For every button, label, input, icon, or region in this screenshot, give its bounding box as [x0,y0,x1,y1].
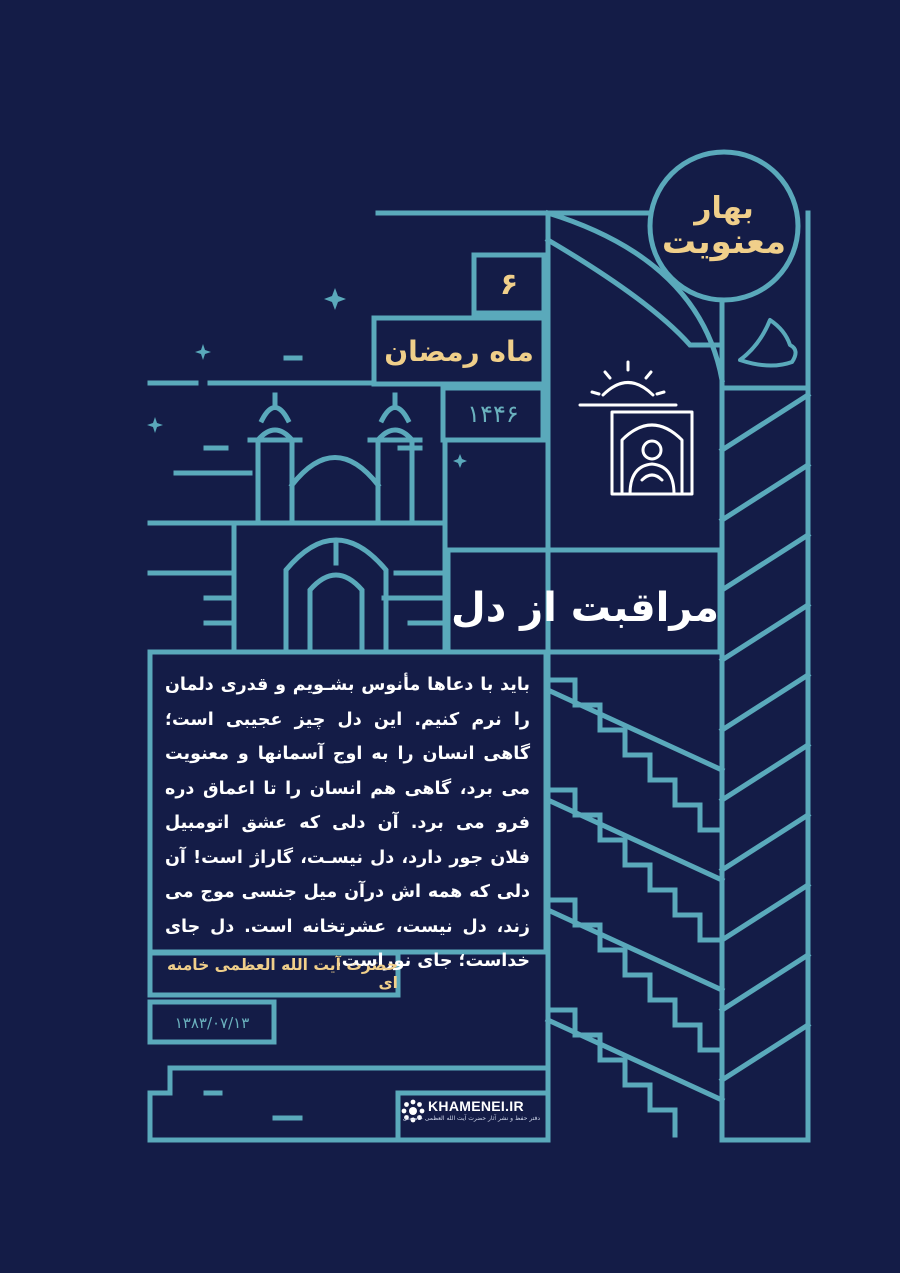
brand-name: KHAMENEI.IR [428,1098,524,1114]
quote-date: ۱۳۸۳/۰۷/۱۳ [174,1014,250,1032]
month-label: ماه رمضان [384,334,534,368]
prayer-person-icon [612,412,692,494]
brand-logo[interactable] [398,1096,544,1128]
year-label: ۱۴۴۶ [467,400,519,428]
quote-text: باید با دعاها مأنوس بشـویم و قدری دلمان را نرم کنیم. این دل چیز عجیبی است؛ گاهی انسان را به اوج آسمانها و معنویت می برد، گاهی هم انسان را تا اعماق دره فرو می برد. آن دلی که عشق اتومبیل فلان جور دارد، دل نیسـت، گاراژ است! آن دلی که همه اش درآن میل جنسی موج می زند، دل نیست، عشرتخانه است. دل جای خداست؛ جای نوراست. [165,675,530,971]
series-logo-title [650,168,798,286]
headline: مراقبت از دل [450,584,720,631]
day-number: ۶ [499,266,519,302]
series-title-line2: معنویت [661,221,787,262]
author-name: حضرت آیت الله العظمی خامنه ای [166,956,398,992]
dove-icon [740,320,796,366]
brand-subtitle: دفتر حفظ و نشر آثار حضرت آیت الله العظمی خامنه‌ای [402,1115,540,1122]
series-title-line1: بهار [694,191,754,227]
sun-icon [580,362,676,405]
